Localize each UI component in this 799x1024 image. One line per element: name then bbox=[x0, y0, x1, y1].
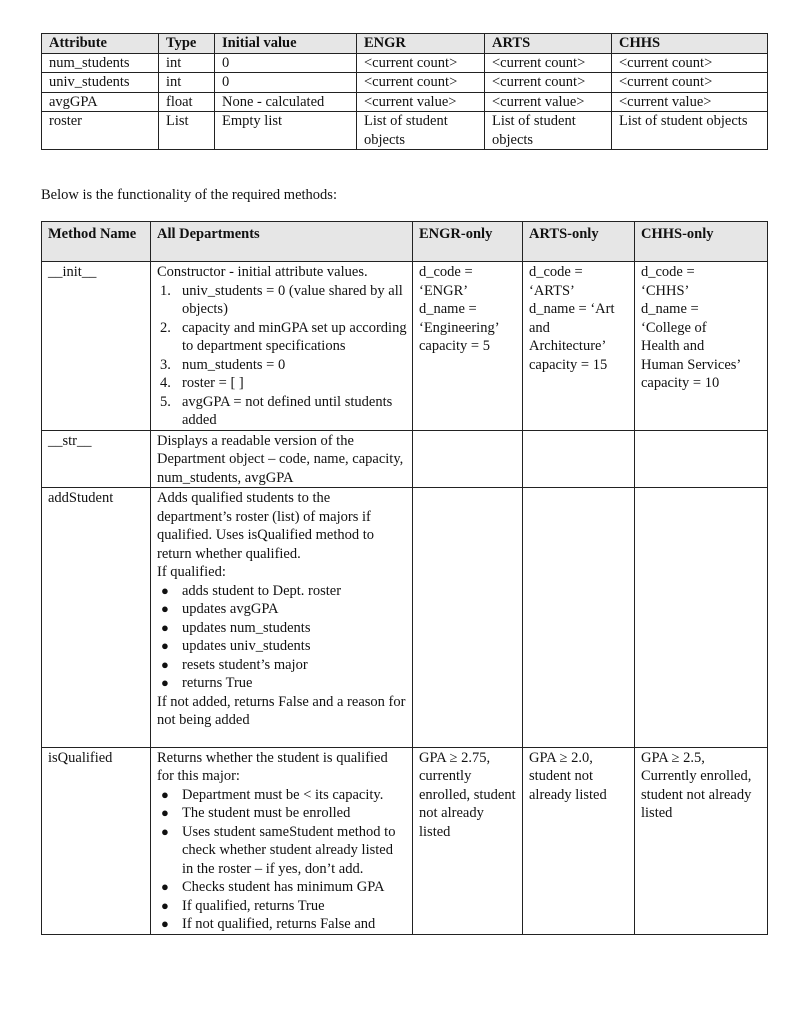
method-description bbox=[151, 262, 413, 431]
table-cell: List of student objects bbox=[612, 112, 768, 150]
col-header-engr: ENGR bbox=[357, 34, 485, 54]
list-item: 5. avgGPA = not defined until students added bbox=[160, 393, 393, 428]
list-item: ● If not qualified, returns False and bbox=[161, 916, 376, 932]
table-row bbox=[42, 112, 768, 150]
table-cell: <current count> bbox=[357, 53, 485, 73]
method-description: Displays a readable version of the Department object – code, name, capacity, num_students, avgGPA bbox=[151, 430, 413, 488]
attribute-table-header-row bbox=[42, 34, 768, 54]
table-cell: List bbox=[159, 112, 215, 150]
method-intro: Constructor - initial attribute values. bbox=[157, 264, 368, 280]
empty-cell bbox=[413, 488, 523, 748]
table-cell: List of student objects bbox=[485, 112, 612, 150]
list-item: ● Uses student sameStudent method to check whether student already listed in the roster – if yes, don’t add. bbox=[161, 823, 396, 877]
method-name: isQualified bbox=[42, 747, 151, 934]
empty-cell bbox=[635, 430, 768, 488]
init-steps-list bbox=[157, 282, 407, 430]
list-item: ● updates univ_students bbox=[161, 638, 311, 654]
list-item: ● adds student to Dept. roster bbox=[161, 582, 342, 599]
method-name: __str__ bbox=[42, 430, 151, 488]
table-row bbox=[42, 53, 768, 73]
method-row-is-qualified bbox=[42, 747, 768, 934]
table-cell: int bbox=[159, 73, 215, 93]
table-cell: Empty list bbox=[215, 112, 357, 150]
empty-cell bbox=[413, 430, 523, 488]
table-cell: List of student objects bbox=[357, 112, 485, 150]
engr-init-values: d_code = ‘ENGR’ d_name = ‘Engineering’ capacity = 5 bbox=[413, 262, 523, 431]
intro-text: Below is the functionality of the required methods: bbox=[41, 187, 337, 203]
bullet-icon: ● bbox=[161, 805, 169, 820]
list-item: ● The student must be enrolled bbox=[161, 805, 351, 821]
table-cell: <current value> bbox=[485, 92, 612, 112]
engr-qualification: GPA ≥ 2.75, currently enrolled, student not already listed bbox=[413, 747, 523, 934]
method-table-header-row bbox=[42, 222, 768, 262]
table-cell: <current count> bbox=[485, 73, 612, 93]
col-header-type: Type bbox=[159, 34, 215, 54]
bullet-icon: ● bbox=[161, 675, 169, 690]
col-header-initial-value: Initial value bbox=[215, 34, 357, 54]
table-cell: <current count> bbox=[357, 73, 485, 93]
col-header-chhs: CHHS bbox=[612, 34, 768, 54]
table-cell: float bbox=[159, 92, 215, 112]
empty-cell bbox=[523, 488, 635, 748]
col-header-attribute: Attribute bbox=[42, 34, 159, 54]
method-row-str bbox=[42, 430, 768, 488]
method-name: __init__ bbox=[42, 262, 151, 431]
table-cell: <current value> bbox=[357, 92, 485, 112]
bullet-icon: ● bbox=[161, 582, 169, 598]
add-student-bullets bbox=[157, 582, 407, 693]
method-name: addStudent bbox=[42, 488, 151, 748]
list-item: ● If qualified, returns True bbox=[161, 897, 325, 914]
method-description: Adds qualified students to the department’s roster (list) of majors if qualified. Uses isQualified method to return whether qualified. If qualified: ● adds student to Dept. roster ● updates avgGPA ● updates num_students ● updates univ_students ● resets student’s major ● returns True If not added, returns False and a reason for not being added bbox=[151, 488, 413, 748]
bullet-icon: ● bbox=[161, 601, 169, 616]
chhs-qualification: GPA ≥ 2.5, Currently enrolled, student not already listed bbox=[635, 747, 768, 934]
arts-init-values: d_code = ‘ARTS’ d_name = ‘Art and Architecture’ capacity = 15 bbox=[523, 262, 635, 431]
table-cell: int bbox=[159, 53, 215, 73]
list-item: 2. capacity and minGPA set up according to department specifications bbox=[160, 319, 407, 354]
chhs-init-values: d_code = ‘CHHS’ d_name = ‘College of Health and Human Services’ capacity = 10 bbox=[635, 262, 768, 431]
list-item: ● updates avgGPA bbox=[161, 601, 279, 617]
table-cell: <current value> bbox=[612, 92, 768, 112]
table-cell: <current count> bbox=[485, 53, 612, 73]
bullet-icon: ● bbox=[161, 823, 169, 839]
bullet-icon: ● bbox=[161, 786, 169, 802]
method-row-init bbox=[42, 262, 768, 431]
col-header-method-name: Method Name bbox=[42, 222, 151, 262]
table-cell: avgGPA bbox=[42, 92, 159, 112]
table-row bbox=[42, 73, 768, 93]
table-cell: 0 bbox=[215, 53, 357, 73]
table-cell: univ_students bbox=[42, 73, 159, 93]
bullet-icon: ● bbox=[161, 879, 169, 894]
attribute-table bbox=[41, 33, 768, 150]
list-item: 3. num_students = 0 bbox=[160, 356, 286, 373]
list-item: ● resets student’s major bbox=[161, 656, 308, 673]
bullet-icon: ● bbox=[161, 638, 169, 653]
list-item: ● Checks student has minimum GPA bbox=[161, 879, 385, 895]
col-header-arts: ARTS bbox=[485, 34, 612, 54]
table-cell: num_students bbox=[42, 53, 159, 73]
method-description: Returns whether the student is qualified for this major: ● Department must be < its capacity. ● The student must be enrolled ● Uses student sameStudent method to check whether student already listed in the roster – if yes, don’t add. ● Checks student has minimum GPA ● If qualified, returns True ● If not qualified, returns False and bbox=[151, 747, 413, 934]
table-cell: roster bbox=[42, 112, 159, 150]
col-header-chhs-only: CHHS-only bbox=[635, 222, 768, 262]
list-item: ● Department must be < its capacity. bbox=[161, 786, 384, 803]
list-item: ● returns True bbox=[161, 675, 253, 691]
col-header-all-departments: All Departments bbox=[151, 222, 413, 262]
method-row-add-student bbox=[42, 488, 768, 748]
table-cell: None - calculated bbox=[215, 92, 357, 112]
table-cell: <current count> bbox=[612, 53, 768, 73]
bullet-icon: ● bbox=[161, 897, 169, 913]
bullet-icon: ● bbox=[161, 916, 169, 931]
col-header-arts-only: ARTS-only bbox=[523, 222, 635, 262]
table-cell: 0 bbox=[215, 73, 357, 93]
empty-cell bbox=[635, 488, 768, 748]
list-item: 4. roster = [ ] bbox=[160, 375, 244, 391]
bullet-icon: ● bbox=[161, 619, 169, 635]
method-table bbox=[41, 221, 768, 935]
bullet-icon: ● bbox=[161, 656, 169, 672]
table-row bbox=[42, 92, 768, 112]
list-item: ● updates num_students bbox=[161, 619, 311, 636]
list-item: 1. univ_students = 0 (value shared by all objects) bbox=[160, 282, 403, 317]
col-header-engr-only: ENGR-only bbox=[413, 222, 523, 262]
is-qualified-bullets bbox=[157, 786, 407, 934]
table-cell: <current count> bbox=[612, 73, 768, 93]
arts-qualification: GPA ≥ 2.0, student not already listed bbox=[523, 747, 635, 934]
empty-cell bbox=[523, 430, 635, 488]
